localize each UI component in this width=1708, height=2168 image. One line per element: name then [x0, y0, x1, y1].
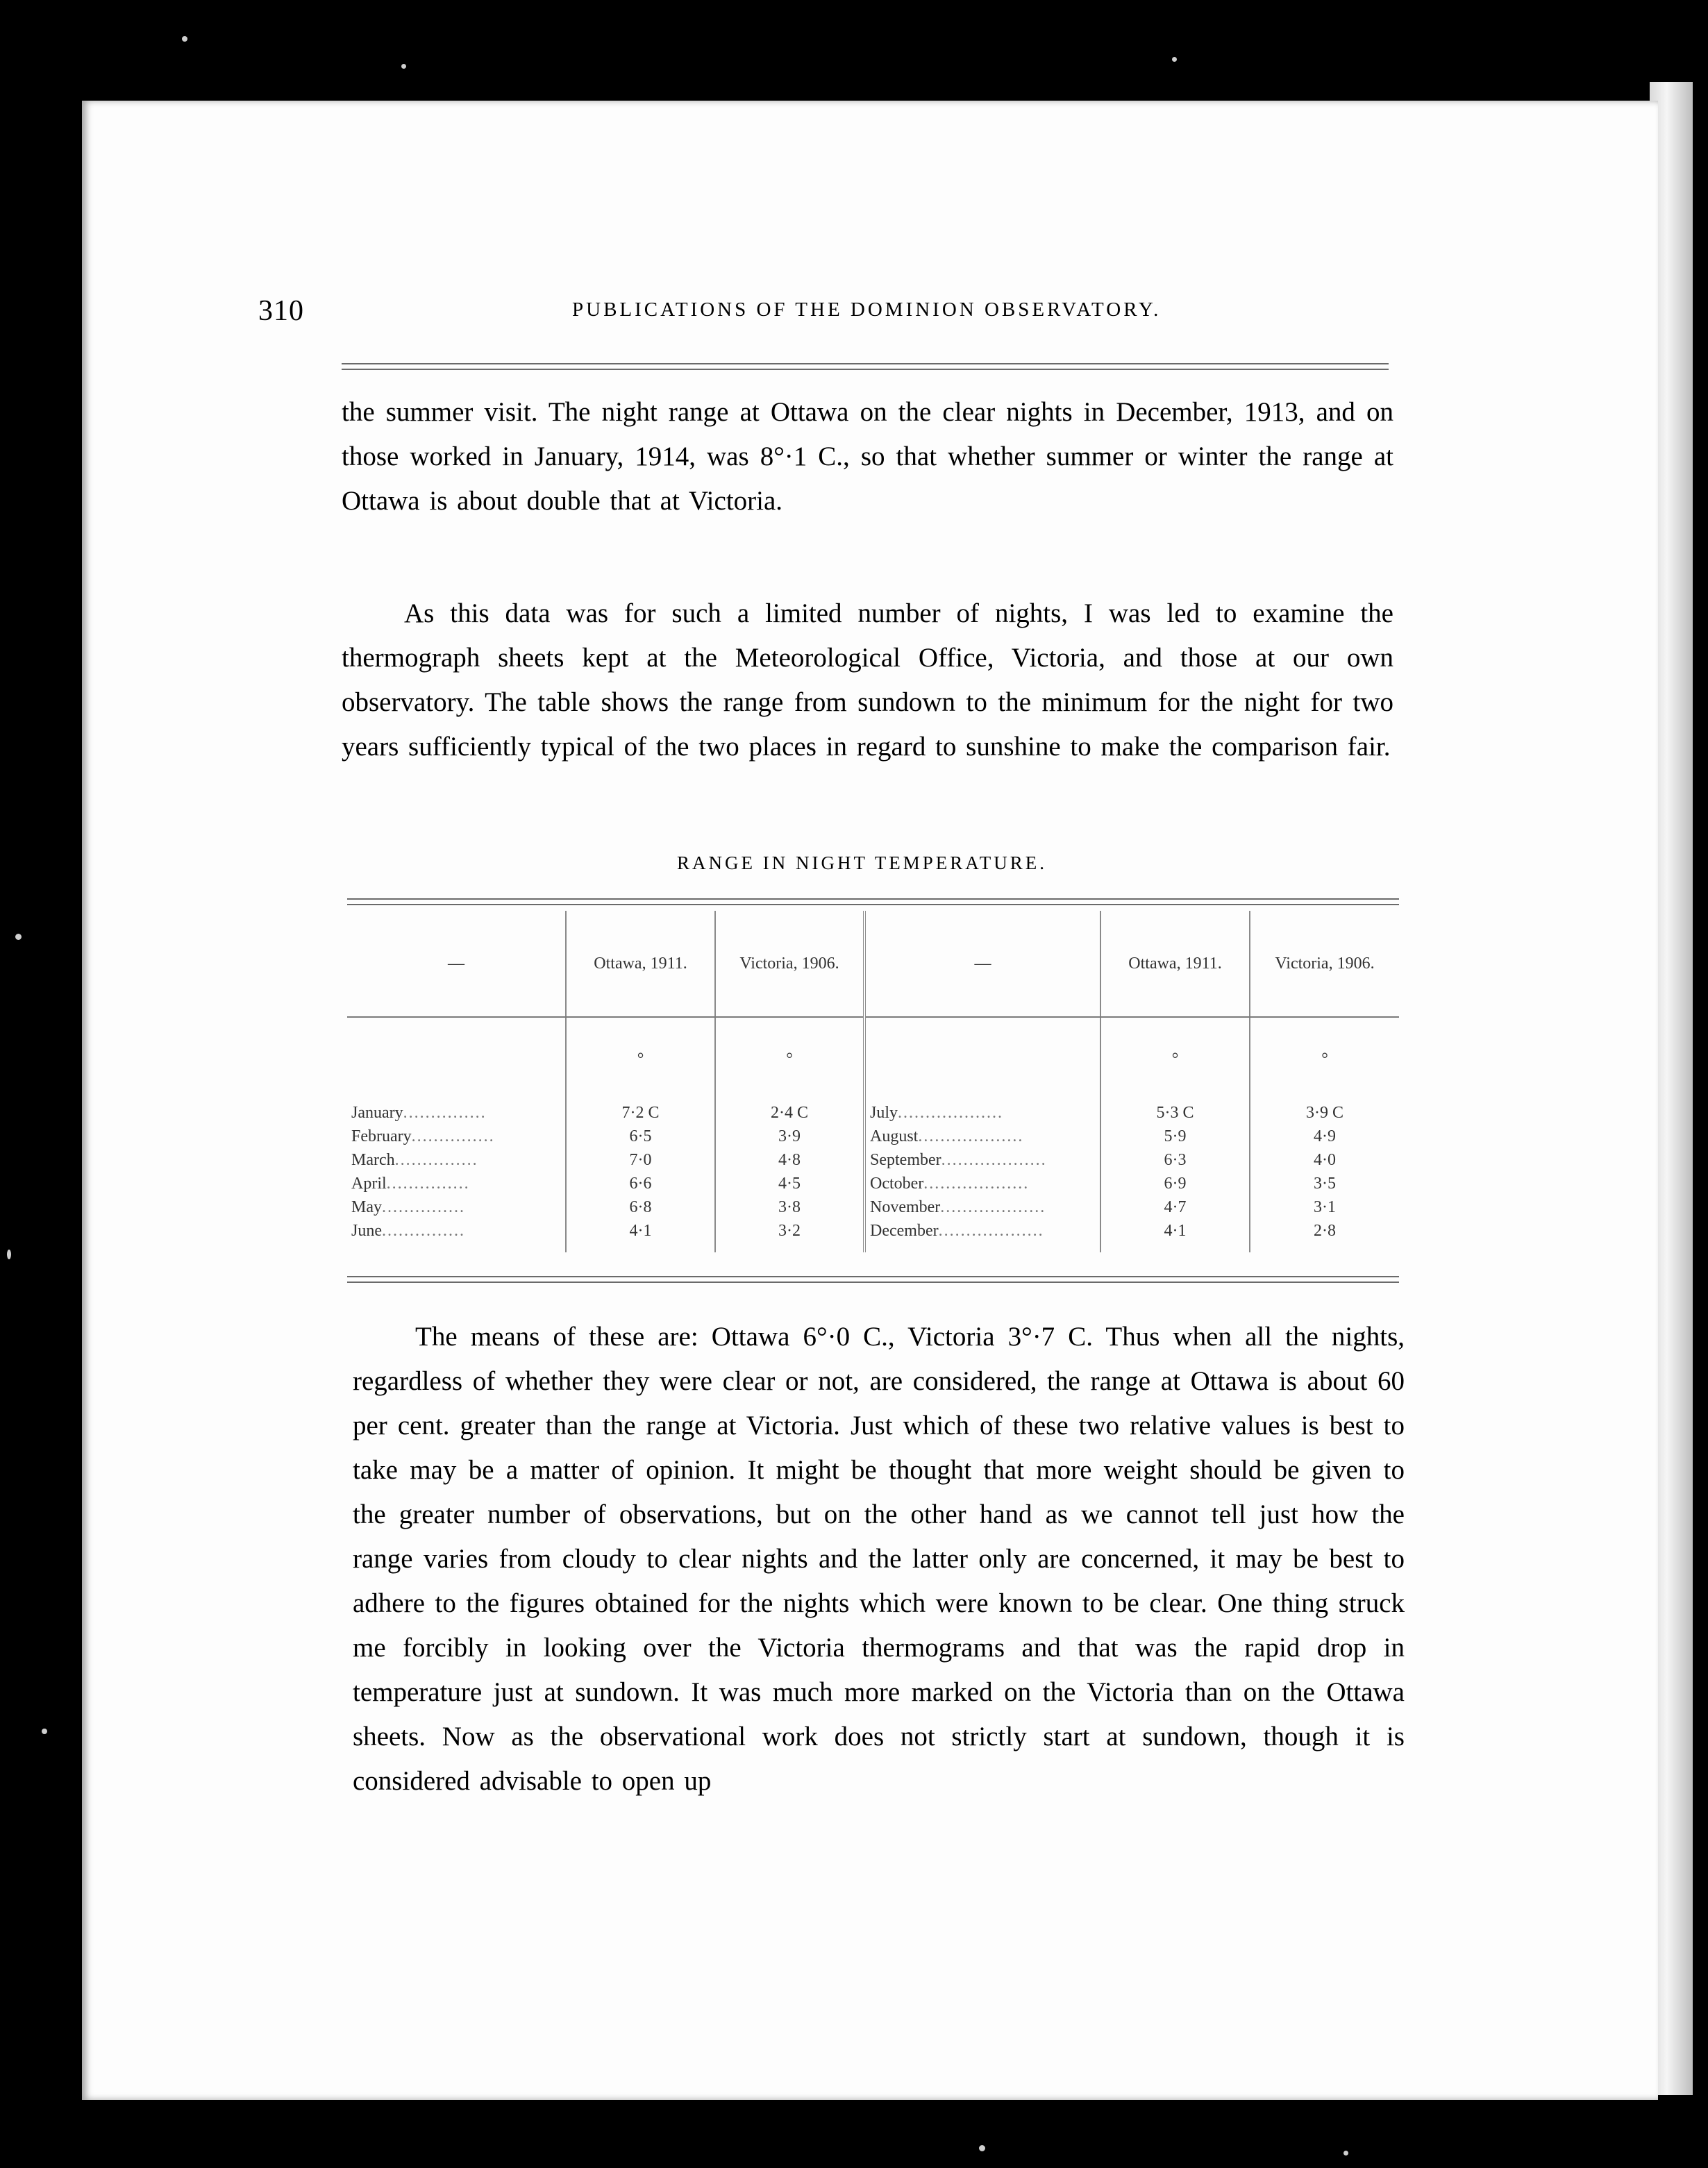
victoria-value: 4·9: [1250, 1125, 1399, 1148]
month-label: March: [351, 1150, 395, 1169]
victoria-value: 3·1: [1250, 1195, 1399, 1219]
victoria-value: 4·0: [1250, 1148, 1399, 1172]
table-bottom-rule: [347, 1282, 1399, 1283]
month-label: September: [870, 1150, 941, 1169]
scan-speck: [979, 2145, 985, 2151]
ottawa-value: 7·0: [566, 1148, 715, 1172]
ottawa-value: 7·2 C: [566, 1101, 715, 1125]
ottawa-value: 6·6: [566, 1172, 715, 1195]
column-header-month: —: [864, 911, 1100, 1017]
ottawa-value: 5·3 C: [1100, 1101, 1250, 1125]
table-row: April............... 6·6 4·5 October................... 6·9 3·5: [347, 1172, 1399, 1195]
degree-symbol: °: [1100, 1017, 1250, 1101]
scan-speck: [7, 1250, 11, 1259]
month-label: November: [870, 1198, 941, 1216]
scan-speck: [401, 64, 406, 69]
victoria-value: 3·2: [715, 1219, 864, 1252]
ottawa-value: 6·9: [1100, 1172, 1250, 1195]
scan-speck: [1172, 57, 1177, 62]
victoria-value: 3·5: [1250, 1172, 1399, 1195]
page-number: 310: [258, 295, 304, 327]
degree-symbol: °: [715, 1017, 864, 1101]
table-row: March............... 7·0 4·8 September................... 6·3 4·0: [347, 1148, 1399, 1172]
table-title: RANGE IN NIGHT TEMPERATURE.: [677, 852, 1047, 873]
degree-unit-row: [347, 1017, 1399, 1101]
column-header-month: —: [347, 911, 566, 1017]
ottawa-value: 6·5: [566, 1125, 715, 1148]
scan-speck: [1343, 2151, 1348, 2156]
running-head: PUBLICATIONS OF THE DOMINION OBSERVATORY.: [572, 299, 1162, 321]
month-label: August: [870, 1127, 919, 1145]
paragraph-3: [353, 1315, 1405, 1804]
month-label: April: [351, 1174, 387, 1193]
table-row: February............... 6·5 3·9 August................... 5·9 4·9: [347, 1125, 1399, 1148]
ottawa-value: 6·8: [566, 1195, 715, 1219]
paragraph-3-text: The means of these are: Ottawa 6°·0 C., Victoria 3°·7 C. Thus when all the nights, regardless of whether they were clear or not, are considered, the range at Ottawa is about 60 per cent. greater than the range at Victoria. Just which of these two relative values is best to take may be a matter of opinion. It might be thought that more weight should be given to the greater number of observations, but on the other hand as we cannot tell just how the range varies from cloudy to clear nights and the latter only are concerned, it may be best to adhere to the figures obtained for the nights which were known to be clear. One thing struck me forcibly in looking over the Victoria thermograms and that was the rapid drop in temperature just at sundown. It was much more marked on the Victoria than on the Ottawa sheets. Now as the observational work does not strictly start at sundown, though it is considered advisable to open up: [353, 1322, 1405, 1796]
month-label: July: [870, 1103, 898, 1122]
page-header: [258, 294, 1390, 336]
night-temperature-table: [347, 911, 1399, 1252]
table-top-rule: [347, 898, 1399, 900]
victoria-value: 3·9 C: [1250, 1101, 1399, 1125]
column-header-victoria: Victoria, 1906.: [1250, 911, 1399, 1017]
victoria-value: 2·8: [1250, 1219, 1399, 1252]
victoria-value: 2·4 C: [715, 1101, 864, 1125]
table-header-row: [347, 911, 1399, 1017]
table-row: January............... 7·2 C 2·4 C July................... 5·3 C 3·9 C: [347, 1101, 1399, 1125]
victoria-value: 3·8: [715, 1195, 864, 1219]
ottawa-value: 4·1: [566, 1219, 715, 1252]
paragraph-1: [342, 390, 1393, 523]
column-header-ottawa: Ottawa, 1911.: [1100, 911, 1250, 1017]
header-rule: [342, 369, 1389, 370]
paragraph-2: [342, 591, 1393, 769]
table-row: May............... 6·8 3·8 November................... 4·7 3·1: [347, 1195, 1399, 1219]
month-label: December: [870, 1221, 939, 1240]
scan-speck: [182, 36, 187, 42]
victoria-value: 4·5: [715, 1172, 864, 1195]
column-header-ottawa: Ottawa, 1911.: [566, 911, 715, 1017]
table-top-rule: [347, 904, 1399, 905]
month-label: February: [351, 1127, 412, 1145]
victoria-value: 3·9: [715, 1125, 864, 1148]
scan-speck: [42, 1729, 47, 1734]
month-label: January: [351, 1103, 403, 1122]
degree-symbol: °: [1250, 1017, 1399, 1101]
paragraph-2-text: As this data was for such a limited number of nights, I was led to examine the thermograph sheets kept at the Meteorological Office, Victoria, and those at our own observatory. The table shows the range from sundown to the minimum for the night for two years sufficiently typical of the two places in regard to sunshine to make the comparison fair.: [342, 598, 1393, 762]
column-header-victoria: Victoria, 1906.: [715, 911, 864, 1017]
ottawa-value: 4·7: [1100, 1195, 1250, 1219]
header-rule: [342, 363, 1389, 364]
degree-symbol: °: [566, 1017, 715, 1101]
ottawa-value: 6·3: [1100, 1148, 1250, 1172]
ottawa-value: 5·9: [1100, 1125, 1250, 1148]
table-bottom-rule: [347, 1276, 1399, 1277]
table-row: June............... 4·1 3·2 December................... 4·1 2·8: [347, 1219, 1399, 1252]
month-label: June: [351, 1221, 382, 1240]
month-label: May: [351, 1198, 382, 1216]
victoria-value: 4·8: [715, 1148, 864, 1172]
paragraph-1-text: the summer visit. The night range at Ottawa on the clear nights in December, 1913, and on those worked in January, 1914, was 8°·1 C., so that whether summer or winter the range at Ottawa is about double that at Victoria.: [342, 397, 1393, 516]
scan-speck: [15, 934, 22, 940]
month-label: October: [870, 1174, 924, 1193]
ottawa-value: 4·1: [1100, 1219, 1250, 1252]
